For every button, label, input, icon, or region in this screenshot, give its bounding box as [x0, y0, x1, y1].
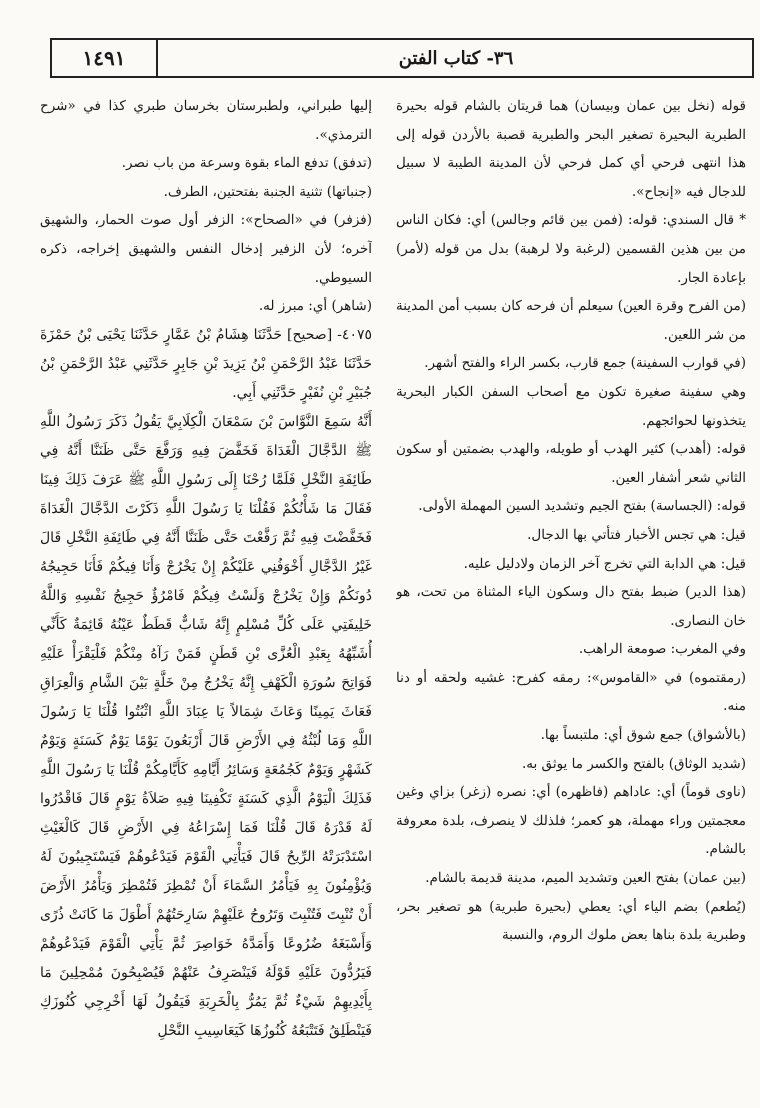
paragraph: قيل: هي الدابة التي تخرج آخر الزمان ولادليل عليه.	[463, 555, 746, 572]
paragraph: قيل: هي تجس الأخبار فتأتي بها الدجال.	[527, 526, 746, 543]
paragraph: (ناوى قوماً) أي: عاداهم (فاظهره) أي: نصره (زغر) بزاي وغين معجمتين وراء مهملة، هو كعمر؛ فلذلك لا ينصرف، بلدة معروفة بالشام.	[396, 784, 746, 858]
paragraph: (بين عمان) بفتح العين وتشديد الميم، مدينة قديمة بالشام.	[425, 870, 746, 887]
paragraph: (فزفر) في «الصحاح»: الزفر أول صوت الحمار، والشهيق آخره؛ لأن الزفير إدخال النفس والشهيق إخراجه، ذكره السيوطي.	[40, 212, 372, 286]
paragraph: (من الفرح وقرة العين) سيعلم أن فرحه كان بسبب أمن المدينة من شر اللعين.	[396, 298, 746, 343]
paragraph: (تدفق) تدفع الماء بقوة وسرعة من باب نصر.	[121, 155, 372, 172]
paragraph: (شديد الوثاق) بالفتح والكسر ما يوثق به.	[521, 755, 746, 772]
paragraph: (بالأشواق) جمع شوق أي: ملتبساً بها.	[540, 727, 746, 744]
paragraph: (رمقتموه) في «القاموس»: رمقه كفرح: غشيه ولحقه أو دنا منه.	[396, 669, 746, 715]
paragraph: قوله: (أهدب) كثير الهدب أو طويله، والهدب بضمتين أو سكون الثاني شعر أشفار العين.	[396, 441, 746, 486]
paragraph: (شاهر) أي: مبرز له.	[258, 298, 372, 315]
page-header	[50, 38, 754, 78]
paragraph: (يُطعم) بضم الياء أي: يعطي (بحيرة طبرية) هو تصغير بحر، وطبرية بلدة بناها بعض ملوك الروم، والنسبة	[396, 898, 746, 944]
paragraph: (هذا الدير) ضبط بفتح دال وسكون الياء المثناة من تحت، هو خان النصارى.	[396, 584, 746, 629]
chapter-title: ٣٦- كتاب الفتن	[398, 47, 514, 69]
left-column	[40, 92, 372, 1096]
hadith-text: أَنَّهُ سَمِعَ النَّوَّاسَ بْنَ سَمْعَانَ الْكِلَابِيَّ يَقُولُ ذَكَرَ رَسُولُ اللَّهِ ﷺ الدَّجَّالَ الْغَدَاةَ فَخَفَّضَ فِيهِ وَرَفَّعَ حَتَّى ظَنَنَّا أَنَّهُ فِي طَائِفَةِ النَّخْلِ فَلَمَّا رُحْنَا إِلَى رَسُولِ اللَّهِ ﷺ عَرَفَ ذَلِكَ فِينَا فَقَالَ مَا شَأْنُكُمْ فَقُلْنَا يَا رَسُولَ اللَّهِ ذَكَرْتَ الدَّجَّالَ الْغَدَاةَ فَخَفَّضْتَ فِيهِ ثُمَّ رَفَّعْتَ حَتَّى ظَنَنَّا أَنَّهُ فِي طَائِفَةِ النَّخْلِ قَالَ غَيْرُ الدَّجَّالِ أَخْوَفُنِي عَلَيْكُمْ إِنْ يَخْرُجْ وَأَنَا فِيكُمْ فَأَنَا حَجِيجُهُ دُونَكُمْ وَإِنْ يَخْرُجْ وَلَسْتُ فِيكُمْ فَامْرُؤٌ حَجِيجُ نَفْسِهِ وَاللَّهُ خَلِيفَتِي عَلَى كُلِّ مُسْلِمٍ إِنَّهُ شَابٌّ قَطَطٌ عَيْنُهُ قَائِمَةٌ كَأَنِّي أُشَبِّهُهُ بِعَبْدِ الْعُزَّى بْنِ قَطَنٍ فَمَنْ رَآهُ مِنْكُمْ فَلْيَقْرَأْ عَلَيْهِ فَوَاتِحَ سُورَةِ الْكَهْفِ إِنَّهُ يَخْرُجُ مِنْ خَلَّةٍ بَيْنَ الشَّامِ وَالْعِرَاقِ فَعَاثَ يَمِينًا وَعَاثَ شِمَالاً يَا عِبَادَ اللَّهِ اثْبُتُوا قُلْنَا يَا رَسُولَ اللَّهِ وَمَا لُبْثُهُ فِي الأَرْضِ قَالَ أَرْبَعُونَ يَوْمًا يَوْمٌ كَسَنَةٍ وَيَوْمٌ كَشَهْرٍ وَيَوْمٌ كَجُمُعَةٍ وَسَائِرُ أَيَّامِهِ كَأَيَّامِكُمْ قُلْنَا يَا رَسُولَ اللَّهِ فَذَلِكَ الْيَوْمُ الَّذِي كَسَنَةٍ تَكْفِينَا فِيهِ صَلاَةُ يَوْمٍ قَالَ فَاقْدُرُوا لَهُ قَدْرَهُ قَالَ قُلْنَا فَمَا إِسْرَاعُهُ فِي الأَرْضِ قَالَ كَالْغَيْثِ اسْتَدْبَرَتْهُ الرِّيحُ قَالَ فَيَأْتِي الْقَوْمَ فَيَدْعُوهُمْ فَيَسْتَجِيبُونَ لَهُ وَيُؤْمِنُونَ بِهِ فَيَأْمُرُ السَّمَاءَ أَنْ تُمْطِرَ فَتُمْطِرَ وَيَأْمُرُ الأَرْضَ أَنْ تُنْبِتَ فَتُنْبِتَ وَتَرُوحُ عَلَيْهِمْ سَارِحَتُهُمْ أَطْوَلَ مَا كَانَتْ ذُرًى وَأَسْبَغَهُ ضُرُوعًا وَأَمَدَّهُ خَوَاصِرَ ثُمَّ يَأْتِي الْقَوْمَ فَيَدْعُوهُمْ فَيَرُدُّونَ عَلَيْهِ قَوْلَهُ فَيَنْصَرِفُ عَنْهُمْ فَيُصْبِحُونَ مُمْحِلِينَ مَا بِأَيْدِيهِمْ شَيْءٌ ثُمَّ يَمُرُّ بِالْخَرِبَةِ فَيَقُولُ لَهَا أَخْرِجِي كُنُوزَكِ فَيَنْطَلِقُ فَتَتْبَعُهُ كُنُوزُهَا كَيَعَاسِيبِ النَّحْلِ	[40, 413, 372, 1039]
paragraph: إليها طبراني، ولطبرستان بخرسان طبري كذا في «شرح الترمذي».	[40, 98, 372, 143]
paragraph: قوله: (الجساسة) بفتح الجيم وتشديد السين المهملة الأولى.	[418, 498, 746, 515]
paragraph: (في قوارب السفينة) جمع قارب، بكسر الراء والفتح أشهر.	[424, 355, 746, 372]
paragraph: (جنباتها) تثنية الجنبة بفتحتين، الطرف.	[163, 183, 372, 200]
paragraph: وفي المغرب: صومعة الراهب.	[578, 641, 746, 658]
paragraph: * قال السندي: قوله: (فمن بين قائم وجالس) أي: فكان الناس من بين هذين القسمين (لرغبة ولا لرهبة) بدل من قوله (لأمر) بإعادة الجار.	[396, 212, 746, 286]
paragraph: قوله (نخل بين عمان وبيسان) هما قريتان بالشام قوله بحيرة الطبرية البحيرة تصغير البحر والطبرية قصبة بالأردن قوله إلى هذا انتهى فرحي أي كمل فرحي لأن المدينة الطيبة لا سبيل للدجال فيه «إنجاح».	[396, 98, 746, 200]
page-number: ١٤٩١	[52, 40, 158, 76]
paragraph: وهي سفينة صغيرة تكون مع أصحاب السفن الكبار البحرية يتخذونها لحوائجهم.	[396, 383, 746, 429]
hadith-isnad: ٤٠٧٥- [صحيح] حَدَّثَنَا هِشَامُ بْنُ عَمَّارٍ حَدَّثَنَا يَحْيَى بْنُ حَمْزَةَ حَدَّثَنَا عَبْدُ الرَّحْمَنِ بْنُ يَزِيدَ بْنِ جَابِرٍ حَدَّثَنِي عَبْدُ الرَّحْمَنِ بْنُ جُبَيْرِ بْنِ نُفَيْرٍ حَدَّثَنِي أَبِي.	[40, 326, 372, 401]
right-column	[396, 92, 746, 1096]
